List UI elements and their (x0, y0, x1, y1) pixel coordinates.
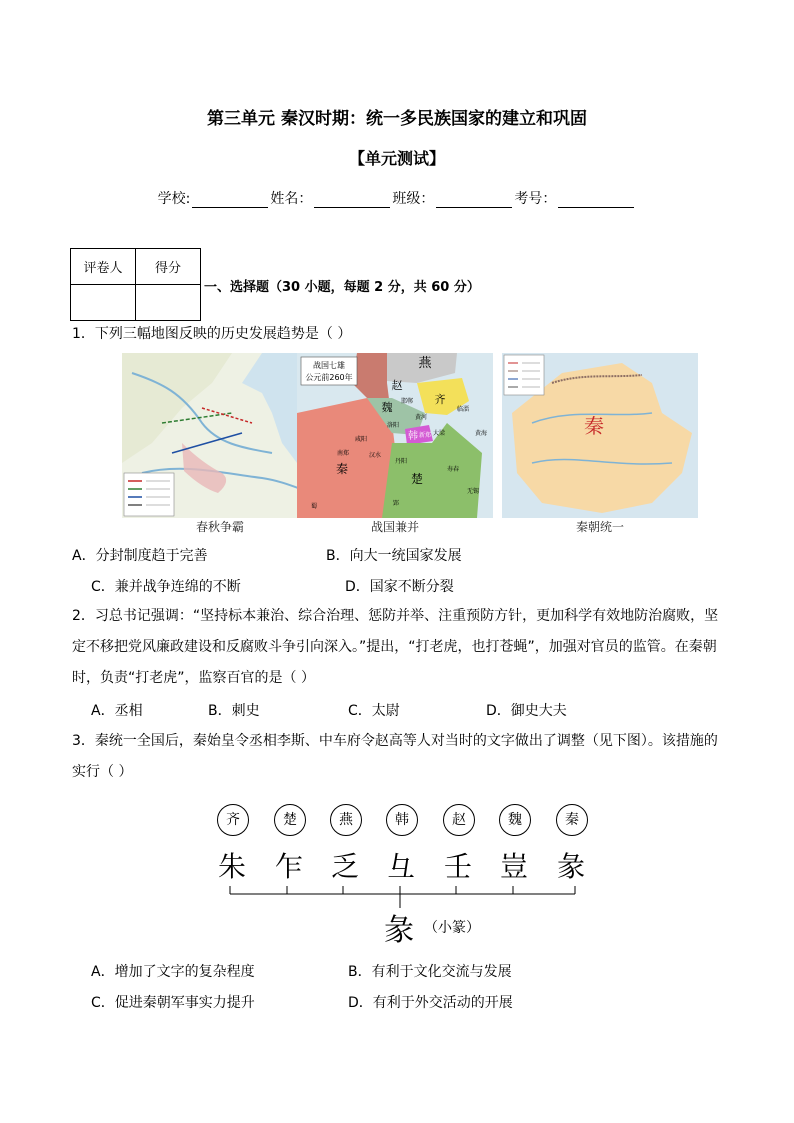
q2-option-d[interactable]: D．御史大夫 (486, 703, 567, 719)
q3-line1: 3．秦统一全国后，秦始皇令丞相李斯、中车府令赵高等人对当时的文字做出了调整（见下图）。该措施的 (72, 733, 718, 749)
map2-linzi: 临淄 (457, 406, 470, 413)
state-circle-zhao: 赵 (443, 804, 475, 836)
q1-stem: 1．下列三幅地图反映的历史发展趋势是（ ） (72, 326, 352, 342)
q3-line2: 实行（ ） (72, 764, 133, 780)
map2-wuxi: 无锡 (467, 488, 480, 495)
map-qin-unification (502, 353, 698, 518)
map2-huanghe: 黄河 (415, 414, 428, 421)
class-field[interactable] (436, 193, 512, 208)
q2-option-a[interactable]: A．丞相 (91, 703, 143, 719)
map2-huanghai: 黄海 (475, 430, 488, 437)
result-seal-char: 彖 (384, 913, 414, 948)
school-label: 学校: (157, 191, 191, 207)
q3-stem (72, 726, 732, 788)
q1-option-a[interactable]: A．分封制度趋于完善 (72, 548, 208, 564)
map2-shouchun: 寿春 (447, 466, 460, 473)
map3-caption: 秦朝统一 (575, 520, 624, 534)
map2-daliang: 大梁 (433, 430, 446, 437)
map2-xinzheng: 新郑 (419, 432, 432, 439)
score-header: 得分 (136, 249, 201, 285)
map2-danyang: 丹阳 (395, 458, 408, 465)
q2-line3: 时，负责“打老虎”，监察百官的是（ ） (72, 670, 315, 686)
score-table (70, 248, 201, 321)
q2-stem (72, 601, 732, 694)
map2-luoyang: 洛阳 (387, 422, 400, 429)
seal-char-qi: 朱 (217, 850, 246, 883)
map2-inset-line2: 公元前260年 (305, 373, 353, 382)
state-circle-chu: 楚 (274, 804, 306, 836)
map2-nanzheng: 南郑 (337, 450, 350, 457)
q1-option-c[interactable]: C．兼并战争连绵的不断 (91, 579, 241, 595)
score-cell[interactable] (136, 285, 201, 321)
map2-yan: 燕 (418, 356, 432, 371)
grader-header: 评卷人 (71, 249, 136, 285)
map-spring-autumn (122, 353, 318, 518)
map2-caption: 战国兼并 (370, 520, 419, 534)
map2-xianyang: 咸阳 (355, 436, 368, 443)
q3-option-a[interactable]: A．增加了文字的复杂程度 (91, 964, 255, 980)
state-circle-yan: 燕 (330, 804, 362, 836)
q2-line1: 2．习总书记强调：“坚持标本兼治、综合治理、惩防并举、注重预防方针，更加科学有效地防治腐败，坚 (72, 608, 719, 624)
state-circle-qi: 齐 (217, 804, 249, 836)
page-title: 第三单元 秦汉时期：统一多民族国家的建立和巩固 (207, 109, 587, 129)
q2-line2: 定不移把党风廉政建设和反腐败斗争引向深入。”提出，“打老虎，也打苍蝇”，加强对官员的监管。在秦朝 (72, 639, 717, 655)
map2-ying: 郢 (393, 500, 400, 507)
q3-option-c[interactable]: C．促进秦朝军事实力提升 (91, 995, 255, 1011)
seal-char-yan: 乏 (330, 850, 359, 883)
q1-option-b[interactable]: B．向大一统国家发展 (326, 548, 462, 564)
state-circle-qin: 秦 (556, 804, 588, 836)
exam-no-label: 考号： (514, 191, 557, 207)
map2-hanshui: 汉水 (369, 452, 382, 459)
student-info-line (0, 188, 794, 208)
q3-option-d[interactable]: D．有利于外交活动的开展 (348, 995, 513, 1011)
state-circle-wei: 魏 (499, 804, 531, 836)
grader-cell[interactable] (71, 285, 136, 321)
map3-qin-label: 秦 (584, 414, 604, 438)
state-circle-han: 韩 (386, 804, 418, 836)
map2-shu: 蜀 (311, 503, 318, 510)
exam-no-field[interactable] (558, 193, 634, 208)
map2-qin: 秦 (335, 462, 349, 476)
map2-zhao: 赵 (391, 379, 403, 392)
map1-caption: 春秋争霸 (195, 520, 244, 534)
q2-option-c[interactable]: C．太尉 (348, 703, 400, 719)
map-warring-states (297, 353, 493, 518)
map2-wei: 魏 (381, 401, 393, 414)
seal-char-wei: 豈 (499, 850, 528, 883)
school-field[interactable] (192, 193, 268, 208)
map2-qi: 齐 (434, 393, 446, 406)
seal-char-zhao: 壬 (443, 850, 472, 883)
section-heading: 一、选择题（30 小题，每题 2 分，共 60 分） (204, 280, 480, 295)
map2-inset-line1: 战国七雄 (313, 361, 345, 370)
map2-chu: 楚 (410, 472, 424, 486)
seal-char-han: 彑 (386, 850, 415, 883)
map2-han: 韩 (408, 431, 418, 442)
seal-char-qin: 彖 (556, 850, 585, 883)
name-field[interactable] (314, 193, 390, 208)
seal-char-chu: 乍 (274, 850, 303, 883)
q1-option-d[interactable]: D．国家不断分裂 (345, 579, 454, 595)
q2-option-b[interactable]: B．刺史 (208, 703, 260, 719)
map2-handan: 邯郸 (401, 398, 414, 405)
q3-option-b[interactable]: B．有利于文化交流与发展 (348, 964, 512, 980)
class-label: 班级： (392, 191, 435, 207)
page-subtitle: 【单元测试】 (348, 149, 445, 168)
name-label: 姓名： (270, 191, 313, 207)
result-label: （小篆） (424, 920, 480, 936)
